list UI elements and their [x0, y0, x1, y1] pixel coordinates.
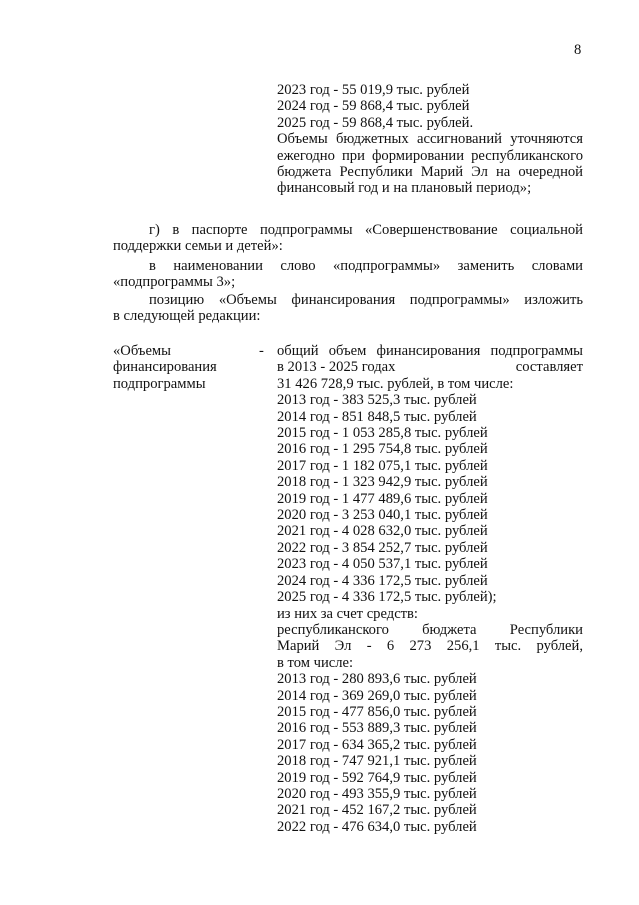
total-period: в 2013 - 2025 годах [277, 359, 396, 376]
year-line: 2020 год - 3 253 040,1 тыс. рублей [277, 507, 488, 524]
year-line: 2021 год - 452 167,2 тыс. рублей [277, 802, 477, 819]
year-line: 2014 год - 369 269,0 тыс. рублей [277, 687, 477, 704]
note-line: бюджета Республики Марий Эл на очередной [277, 164, 583, 181]
republic-line: Марий Эл - 6 273 256,1 тыс. рублей, [277, 638, 583, 655]
funding-label [113, 343, 263, 392]
year-line: 2022 год - 476 634,0 тыс. рублей [277, 818, 477, 835]
sources-intro: из них за счет средств: [277, 605, 418, 622]
total-line: общий объем финансирования подпрограммы [277, 343, 583, 359]
year-line: 2023 год - 4 050 537,1 тыс. рублей [277, 556, 488, 573]
year-line: 2024 год - 4 336 172,5 тыс. рублей [277, 572, 488, 589]
paragraph-line: в следующей редакции: [113, 308, 261, 325]
paragraph-line: поддержки семьи и детей»: [113, 238, 283, 255]
note-line: ежегодно при формировании республиканского [277, 147, 583, 164]
year-line: 2025 год - 4 336 172,5 тыс. рублей); [277, 589, 497, 606]
year-line: 2022 год - 3 854 252,7 тыс. рублей [277, 539, 488, 556]
paragraph-line: позицию «Объемы финансирования подпрограммы» изложить [149, 292, 583, 308]
total-line: 31 426 728,9 тыс. рублей, в том числе: [277, 375, 514, 392]
total-verb: составляет [515, 359, 583, 376]
funding-details [277, 343, 583, 835]
label-line: «Объемы [113, 343, 171, 359]
note-line: Объемы бюджетных ассигнований уточняются [277, 131, 583, 148]
year-line: 2025 год - 59 868,4 тыс. рублей. [277, 114, 474, 131]
top-funding-block [277, 82, 583, 197]
paragraph-line: г) в паспорте подпрограммы «Совершенствование социальной [149, 222, 583, 238]
note-line: финансовый год и на плановый период»; [277, 180, 532, 197]
label-dash: - [259, 343, 264, 359]
year-line: 2019 год - 1 477 489,6 тыс. рублей [277, 490, 488, 507]
year-line: 2019 год - 592 764,9 тыс. рублей [277, 769, 477, 786]
year-line: 2015 год - 477 856,0 тыс. рублей [277, 703, 477, 720]
year-line: 2013 год - 383 525,3 тыс. рублей [277, 392, 477, 409]
paragraph-line: в наименовании слово «подпрограммы» заменить словами [149, 258, 583, 274]
republic-line: в том числе: [277, 654, 354, 671]
paragraph-g [113, 222, 583, 255]
label-line: финансирования [113, 359, 217, 376]
year-line: 2018 год - 747 921,1 тыс. рублей [277, 753, 477, 770]
year-line: 2014 год - 851 848,5 тыс. рублей [277, 408, 477, 425]
year-line: 2024 год - 59 868,4 тыс. рублей [277, 98, 470, 115]
paragraph-position [113, 292, 583, 325]
year-line: 2015 год - 1 053 285,8 тыс. рублей [277, 425, 488, 442]
year-line: 2017 год - 1 182 075,1 тыс. рублей [277, 457, 488, 474]
total-line [277, 359, 583, 375]
label-line: подпрограммы [113, 375, 206, 392]
paragraph-line: «подпрограммы 3»; [113, 274, 236, 291]
republic-line: республиканского бюджета Республики [277, 621, 583, 638]
year-line: 2016 год - 553 889,3 тыс. рублей [277, 720, 477, 737]
year-line: 2017 год - 634 365,2 тыс. рублей [277, 736, 477, 753]
year-line: 2013 год - 280 893,6 тыс. рублей [277, 671, 477, 688]
year-line: 2018 год - 1 323 942,9 тыс. рублей [277, 474, 488, 491]
paragraph-name-change [113, 258, 583, 291]
year-line: 2020 год - 493 355,9 тыс. рублей [277, 785, 477, 802]
year-line: 2023 год - 55 019,9 тыс. рублей [277, 82, 470, 98]
page-number: 8 [574, 42, 582, 58]
year-line: 2016 год - 1 295 754,8 тыс. рублей [277, 441, 488, 458]
year-line: 2021 год - 4 028 632,0 тыс. рублей [277, 523, 488, 540]
